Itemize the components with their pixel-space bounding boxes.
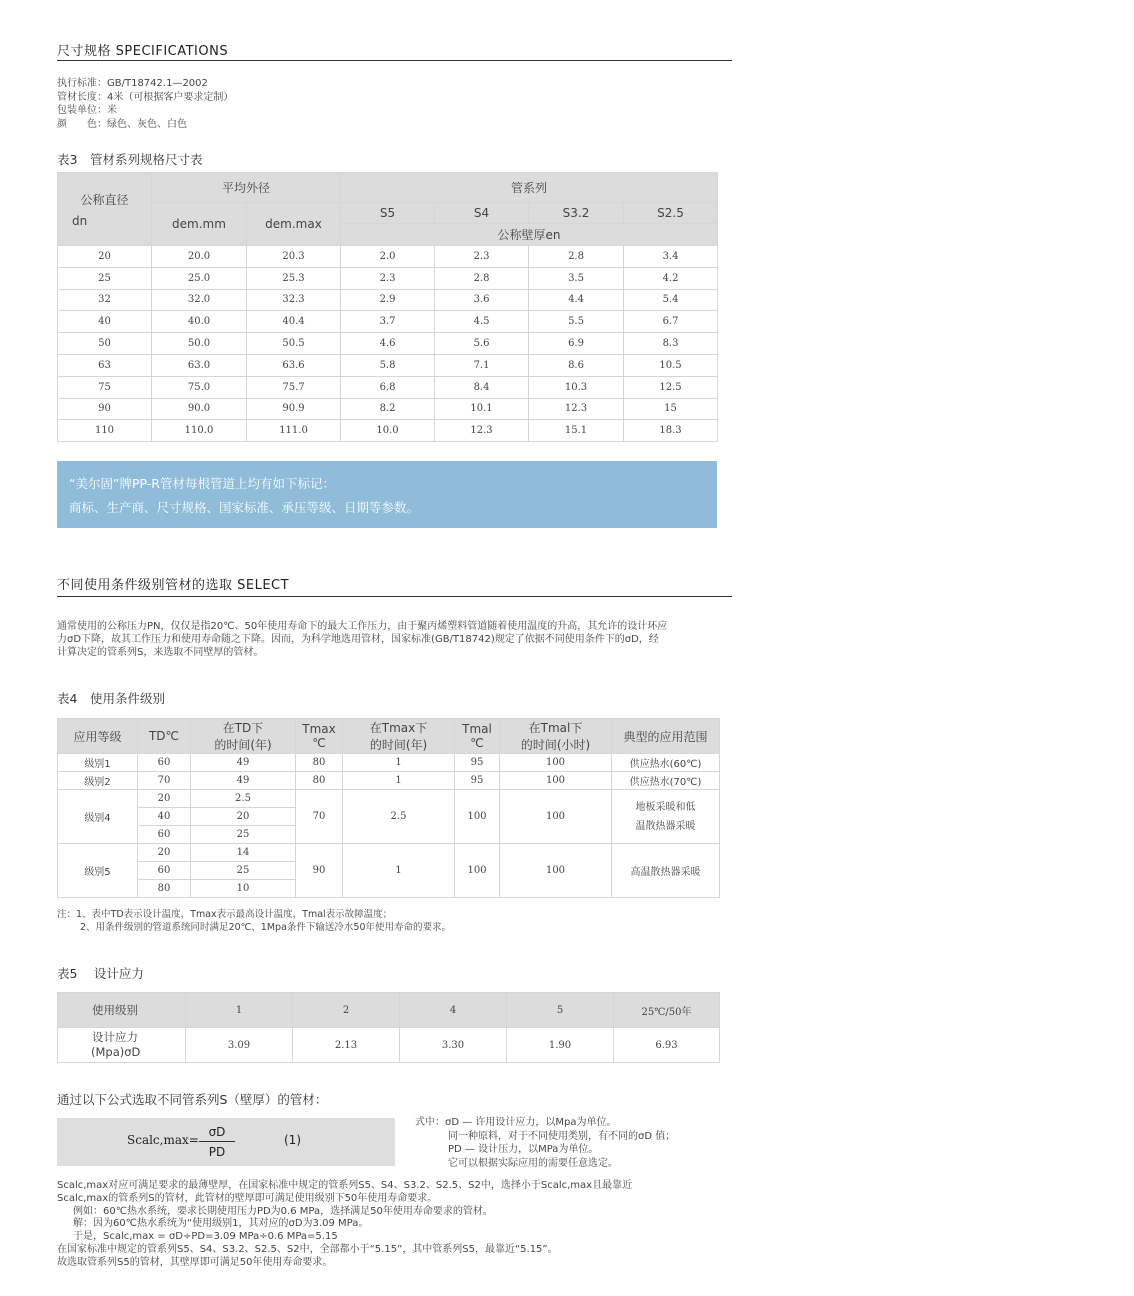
table-cell: 6.8 [341,376,435,398]
table-cell: 63 [58,354,152,376]
table-cell: 110 [58,420,152,442]
spec-info [57,77,233,131]
table-cell: 40.0 [152,311,247,333]
table-cell: 40 [58,311,152,333]
explain-6: 在国家标准中规定的管系列S5、S4、S3.2、S2.5、S2中，全部都小于“5.15”，其中管系列S5，最靠近“5.15”。 [57,1243,558,1255]
legend-4: 它可以根据实际应用的需要任意选定。 [448,1157,618,1169]
table-cell: 50.0 [152,333,247,355]
table-cell: 8.4 [435,376,529,398]
table-cell: 15.1 [529,420,624,442]
spec-length: 管材长度：4米（可根据客户要求定制） [57,91,234,103]
table-cell: 40.4 [247,311,341,333]
select-section-title: 不同使用条件级别管材的选取 SELECT [57,578,290,593]
table-cell: 32 [58,289,152,311]
spec-standard: 执行标准：GB/T18742.1—2002 [57,78,208,89]
h-application: 典型的应用范围 [612,719,720,754]
marking-banner [57,461,717,528]
table-cell: 20.0 [152,246,247,268]
table-cell: 10.1 [435,398,529,420]
table-cell: 10.0 [341,420,435,442]
explain-1: Scalc,max对应可满足要求的最薄壁厚，在国家标准中规定的管系列S5、S4、S3.2、S2.5、S2中，选择小于Scalc,max且最靠近 [57,1180,633,1191]
table4-notes [57,908,451,934]
formula-legend [415,1116,675,1170]
note-1: 注：1、表中TD表示设计温度，Tmax表示最高设计温度，Tmal表示故障温度； [57,909,393,920]
table-cell: 90.0 [152,398,247,420]
table-cell: 3.5 [529,267,624,289]
table-cell: 8.2 [341,398,435,420]
h-tmax: Tmax ℃ [296,719,343,754]
table-cell: 10.5 [624,354,718,376]
table-cell: 18.3 [624,420,718,442]
formula-denominator: PD [208,1145,226,1159]
formula-box [57,1118,395,1166]
table-cell: 75.7 [247,376,341,398]
table-cell: 15 [624,398,718,420]
table-row [58,246,718,268]
banner-line2: 商标、生产商、尺寸规格、国家标准、承压等级、日期等参数。 [69,500,420,515]
table-cell: 4.6 [341,333,435,355]
table-cell: 10.3 [529,376,624,398]
banner-line1: “美尔固”牌PP-R管材每根管道上均有如下标记： [69,476,335,491]
table-cell: 32.0 [152,289,247,311]
table-cell: 25 [58,267,152,289]
table-cell: 2.3 [341,267,435,289]
header-s25: S2.5 [624,203,718,224]
table-cell: 2.9 [341,289,435,311]
table-cell: 8.3 [624,333,718,355]
table-row [58,420,718,442]
header-dem-max: dem.max [247,203,341,246]
spec-divider [57,60,732,61]
note-2: 2、用条件级别的管道系统同时满足20℃、1Mpa条件下输送冷水50年使用寿命的要求。 [80,922,451,933]
spec-unit: 包装单位：米 [57,105,117,116]
table-cell: 50 [58,333,152,355]
table-cell: 5.6 [435,333,529,355]
level4-row: 级别4 20 2.5 70 2.5 100 100 地板采暖和低 温散热器采暖 [58,790,720,808]
table-row [58,398,718,420]
table-cell: 4.4 [529,289,624,311]
table-cell: 4.2 [624,267,718,289]
table-cell: 7.1 [435,354,529,376]
table-cell: 2.3 [435,246,529,268]
legend-2: 同一种原料，对于不同使用类别，有不同的σD 值； [448,1130,676,1142]
level2-row: 级别2 70 49 80 1 95 100 供应热水(70℃) [58,772,720,790]
legend-1: 式中：σD — 许用设计应力，以Mpa为单位。 [415,1117,617,1128]
table-cell: 12.5 [624,376,718,398]
table-cell: 20.3 [247,246,341,268]
table-cell: 25.3 [247,267,341,289]
header-dem-min: dem.mm [152,203,247,246]
table-cell: 3.4 [624,246,718,268]
formula-number: (1) [284,1133,301,1147]
table-row [58,376,718,398]
table-cell: 25.0 [152,267,247,289]
h-td: TD℃ [138,719,191,754]
table-cell: 111.0 [247,420,341,442]
h-tmal: Tmal ℃ [455,719,500,754]
table-row [58,289,718,311]
header-dn: 公称直径 dn [58,173,152,246]
table-cell: 2.8 [435,267,529,289]
h-td-years: 在TD下 的时间(年) [191,719,296,754]
stress-row: 设计应力 (Mpa)σD 3.09 2.13 3.30 1.90 6.93 [58,1028,720,1063]
formula-title: 通过以下公式选取不同管系列S（壁厚）的管材： [57,1092,328,1107]
table-cell: 63.0 [152,354,247,376]
table-cell: 6.9 [529,333,624,355]
legend-3: PD — 设计压力，以MPa为单位。 [448,1144,599,1155]
level5-row: 级别5 20 14 90 1 100 100 高温散热器采暖 [58,844,720,862]
table-cell: 4.5 [435,311,529,333]
h-tmal-hours: 在Tmal下 的时间(小时) [500,719,612,754]
explain-7: 故选取管系列S5的管材，其壁厚即可满足50年使用寿命要求。 [57,1256,333,1268]
table-cell: 5.4 [624,289,718,311]
table-cell: 90.9 [247,398,341,420]
explain-3: 例如：60℃热水系统，要求长期使用压力PD为0.6 MPa，选择满足50年使用寿命要求的管材。 [73,1205,493,1217]
table-cell: 12.3 [435,420,529,442]
intro-line1: 通常使用的公称压力PN，仅仅是指20℃、50年使用寿命下的最大工作压力，由于聚丙烯塑料管道随着使用温度的升高，其允许的设计环应 [57,621,668,632]
table-cell: 90 [58,398,152,420]
explain-2: Scalc,max的管系列S的管材，此管材的壁厚即可满足使用级别下50年使用寿命要求。 [57,1192,438,1204]
table4-caption: 表4 使用条件级别 [57,691,165,706]
table-cell: 2.8 [529,246,624,268]
header-s4: S4 [435,203,529,224]
formula-numerator: σD [199,1125,235,1142]
level1-row: 级别1 60 49 80 1 95 100 供应热水(60℃) [58,754,720,772]
table-row [58,311,718,333]
header-s5: S5 [341,203,435,224]
pipe-size-table [57,172,718,442]
header-s32: S3.2 [529,203,624,224]
header-avg-od: 平均外径 [152,173,341,203]
select-divider [57,596,732,597]
design-stress-table [57,992,720,1063]
table-cell: 5.8 [341,354,435,376]
table-cell: 8.6 [529,354,624,376]
table5-caption: 表5 设计应力 [57,966,144,981]
table-cell: 75.0 [152,376,247,398]
h-tmax-years: 在Tmax下 的时间(年) [343,719,455,754]
formula-lhs: Scalc,max= [127,1133,199,1147]
intro-line2: 力σD下降，故其工作压力和使用寿命随之下降。因而，为科学地选用管材，国家标准(GB/T18742)规定了依据不同使用条件下的σD，经 [57,633,659,645]
table-cell: 2.0 [341,246,435,268]
table-cell: 3.7 [341,311,435,333]
table-cell: 3.6 [435,289,529,311]
table3-caption: 表3 管材系列规格尺寸表 [57,152,203,167]
service-level-table: 应用等级 TD℃ 在TD下 的时间(年) Tmax ℃ 在Tmax下 的时间(年) Tmal ℃ 在Tmal下 的时间(小时) 典型的应用范围 级别1 60 49 80 1 95 100 供应热水(60℃) 级别2 70 49 80 1 95 100 供应热水(70℃) 级别4 20 2.5 70 2.5 100 100 地板采暖和低 温散热器采暖 40 20 60 25 级别5 20 14 90 1 100 100 高温散热器采暖 60 25 80 10 [57,718,720,898]
table-cell: 50.5 [247,333,341,355]
select-intro [57,621,737,659]
header-series: 管系列 [341,173,718,203]
table-cell: 32.3 [247,289,341,311]
table-cell: 20 [58,246,152,268]
explain-5: 于是，Scalc,max = σD÷PD=3.09 MPa÷0.6 MPa=5.15 [73,1231,338,1243]
explain-4: 解：因为60℃热水系统为“使用级别1，其对应的σD为3.09 MPa。 [73,1218,369,1230]
table-cell: 63.6 [247,354,341,376]
table-cell: 12.3 [529,398,624,420]
h-level: 应用等级 [58,719,138,754]
table-cell: 110.0 [152,420,247,442]
intro-line3: 计算决定的管系列S，来选取不同壁厚的管材。 [57,646,264,658]
spec-color: 颜 色：绿色、灰色、白色 [57,118,187,130]
table-row [58,354,718,376]
level-row: 使用级别 1 2 4 5 25℃/50年 [58,993,720,1028]
spec-section-title: 尺寸规格 SPECIFICATIONS [57,44,229,59]
selection-explanation [57,1180,747,1270]
table-cell: 75 [58,376,152,398]
table-cell: 5.5 [529,311,624,333]
table-row [58,333,718,355]
table-cell: 6.7 [624,311,718,333]
header-wall: 公称壁厚en [341,224,718,246]
table-row [58,267,718,289]
